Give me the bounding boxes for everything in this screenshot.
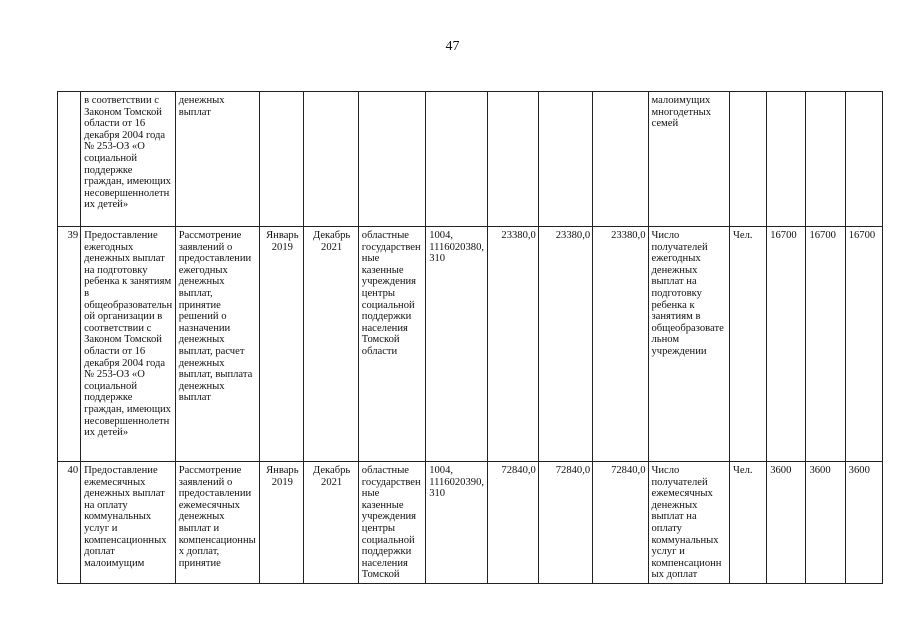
funding-year1-cell: 72840,0 [487, 462, 538, 584]
target-year1-cell: 3600 [767, 462, 806, 584]
row-number-cell: 39 [58, 227, 81, 462]
start-date-cell [260, 92, 304, 227]
budget-code-cell [426, 92, 487, 227]
funding-year1-cell [487, 92, 538, 227]
measure-name-cell: Предоставление ежегодных денежных выплат на подготовку ребенка к занятиям в общеобразовательной организации в соответствии с Законом Томской области от 16 декабря 2004 года № 253-ОЗ «О социальной поддержке граждан, имеющих несовершеннолетних детей» [81, 227, 176, 462]
table-row [58, 227, 883, 462]
budget-code-cell: 1004, 1116020380, 310 [426, 227, 487, 462]
funding-year2-cell: 23380,0 [538, 227, 592, 462]
action-cell: Рассмотрение заявлений о предоставлении ежегодных денежных выплат, принятие решений о назначении денежных выплат, расчет денежных выплат, выплата денежных выплат [175, 227, 260, 462]
unit-cell [729, 92, 766, 227]
target-year3-cell: 16700 [845, 227, 882, 462]
target-year3-cell [845, 92, 882, 227]
target-year1-cell: 16700 [767, 227, 806, 462]
funding-year3-cell [593, 92, 648, 227]
row-number-cell [58, 92, 81, 227]
executor-cell [358, 92, 425, 227]
unit-cell: Чел. [729, 227, 766, 462]
measure-name-cell: в соответствии с Законом Томской области от 16 декабря 2004 года № 253-ОЗ «О социальной поддержке граждан, имеющих несовершеннолетних детей» [81, 92, 176, 227]
end-date-cell: Декабрь 2021 [304, 227, 358, 462]
target-year1-cell [767, 92, 806, 227]
indicator-cell: Число получателей ежегодных денежных выплат на подготовку ребенка к занятиям в общеобразовательном учреждении [648, 227, 729, 462]
action-cell: Рассмотрение заявлений о предоставлении ежемесячных денежных выплат и компенсационных доплат, принятие [175, 462, 260, 584]
target-year2-cell: 16700 [806, 227, 845, 462]
funding-year3-cell: 72840,0 [593, 462, 648, 584]
target-year2-cell: 3600 [806, 462, 845, 584]
funding-year1-cell: 23380,0 [487, 227, 538, 462]
indicator-cell: малоимущих многодетных семей [648, 92, 729, 227]
end-date-cell [304, 92, 358, 227]
action-cell: денежных выплат [175, 92, 260, 227]
table-row [58, 462, 883, 584]
measure-name-cell: Предоставление ежемесячных денежных выплат на оплату коммунальных услуг и компенсационных доплат малоимущим [81, 462, 176, 584]
funding-year2-cell [538, 92, 592, 227]
funding-year2-cell: 72840,0 [538, 462, 592, 584]
executor-cell: областные государственные казенные учреждения центры социальной поддержки населения Томской [358, 462, 425, 584]
budget-code-cell: 1004, 1116020390, 310 [426, 462, 487, 584]
start-date-cell: Январь 2019 [260, 462, 304, 584]
unit-cell: Чел. [729, 462, 766, 584]
row-number-cell: 40 [58, 462, 81, 584]
end-date-cell: Декабрь 2021 [304, 462, 358, 584]
page-number: 47 [445, 39, 460, 54]
target-year3-cell: 3600 [845, 462, 882, 584]
table-row [58, 92, 883, 227]
target-year2-cell [806, 92, 845, 227]
indicator-cell: Число получателей ежемесячных денежных выплат на оплату коммунальных услуг и компенсационных доплат [648, 462, 729, 584]
funding-year3-cell: 23380,0 [593, 227, 648, 462]
start-date-cell: Январь 2019 [260, 227, 304, 462]
executor-cell: областные государственные казенные учреждения центры социальной поддержки населения Томской области [358, 227, 425, 462]
measures-table [57, 91, 883, 584]
